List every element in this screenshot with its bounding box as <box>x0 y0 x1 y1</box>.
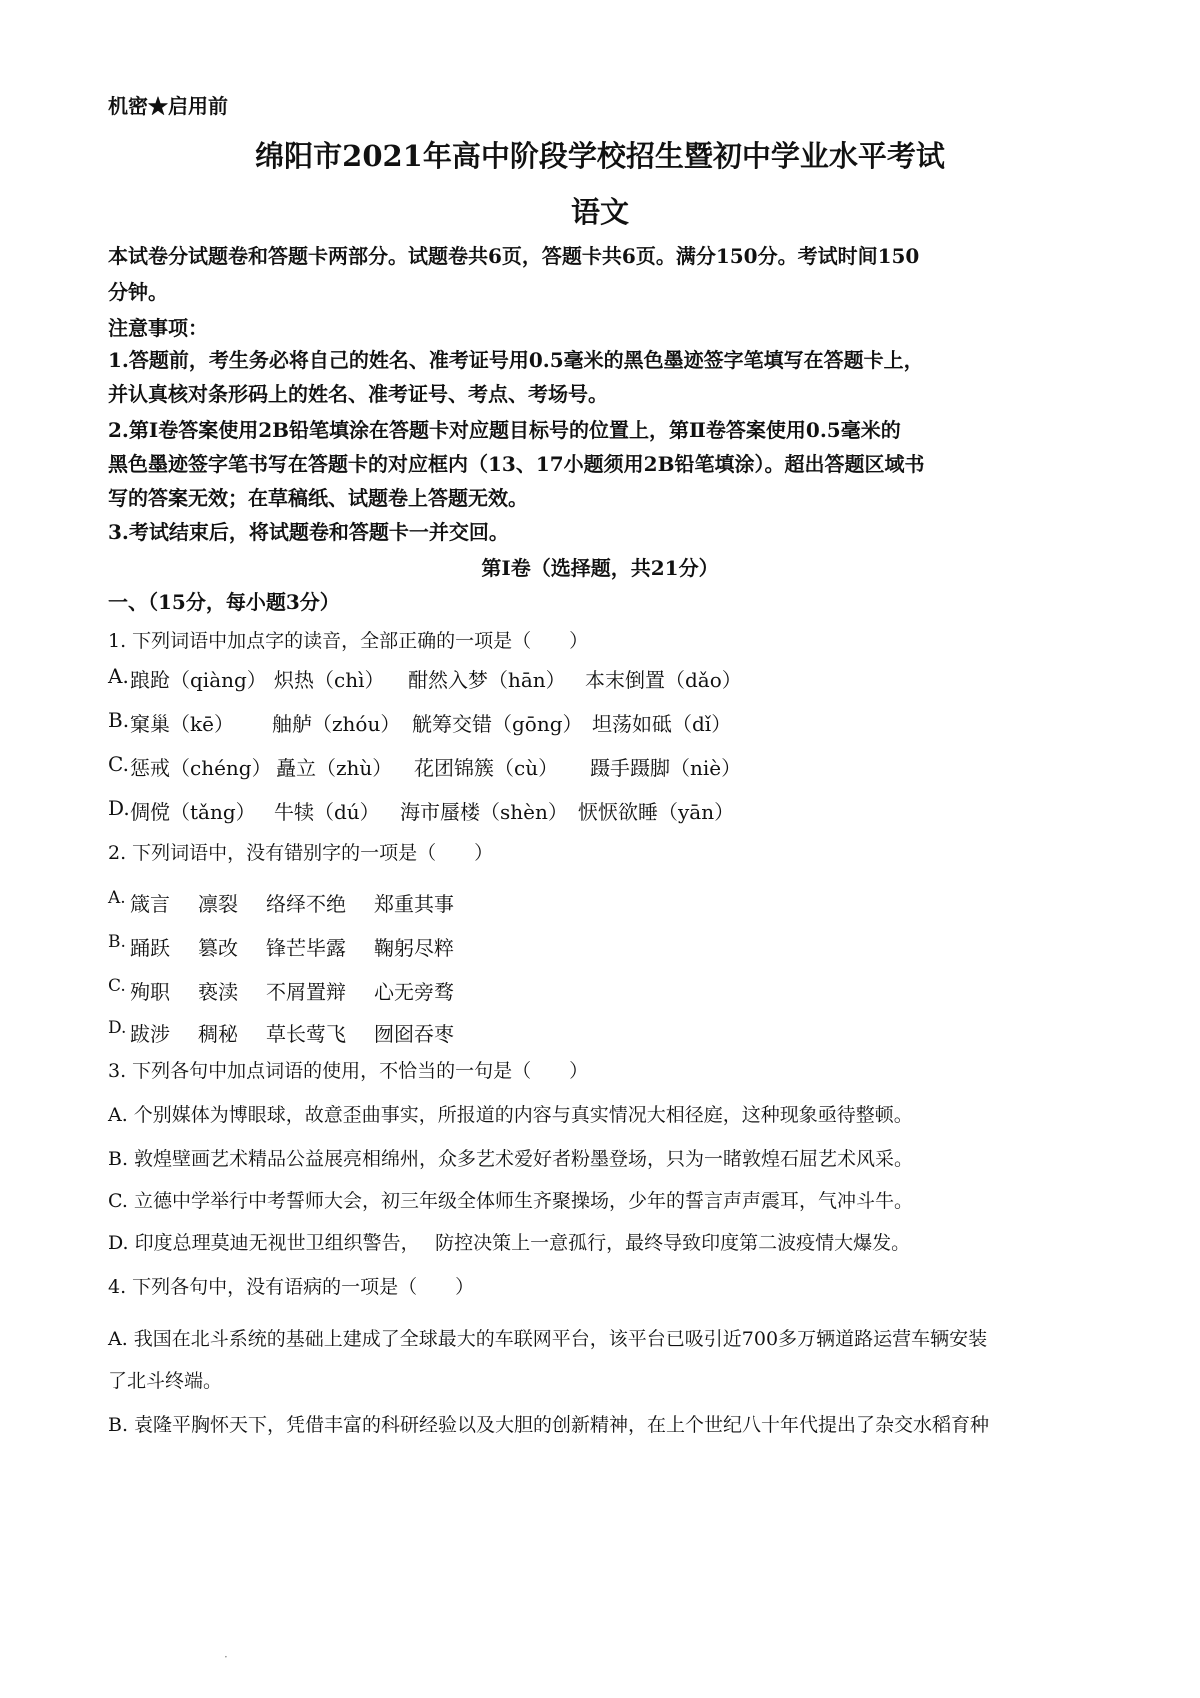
option-item: 海市蜃楼（shèn） <box>400 800 568 824</box>
option-label: B. <box>108 708 130 732</box>
q4-stem: 4. 下列各句中，没有语病的一项是（ ） <box>108 1276 475 1298</box>
option-item: 草长莺飞 <box>266 1022 346 1046</box>
option-item: 惩戒（chéng） <box>130 756 272 780</box>
option-item: 舳舻（zhóu） <box>272 712 401 736</box>
option-item: 矗立（zhù） <box>276 756 393 780</box>
note-2-line-1: 2.第Ⅰ卷答案使用2B铅笔填涂在答题卡对应题目标号的位置上，第Ⅱ卷答案使用0.5毫米的 <box>108 418 901 442</box>
option-item: 锋芒毕露 <box>266 936 346 960</box>
option-item: 恹恹欲睡（yān） <box>578 800 735 824</box>
q3-option-b: B. 敦煌壁画艺术精品公益展亮相绵州，众多艺术爱好者粉墨登场，只为一睹敦煌石屈艺术风采。 <box>108 1148 914 1170</box>
section-1-heading: 一、（15分，每小题3分） <box>108 590 340 614</box>
q3-stem: 3. 下列各句中加点词语的使用，不恰当的一句是（ ） <box>108 1060 589 1082</box>
option-label: D. <box>108 1018 127 1038</box>
option-item: 络绎不绝 <box>266 892 346 916</box>
q4-option-a-line-1: A. 我国在北斗系统的基础上建成了全球最大的车联网平台，该平台已吸引近700多万辆道路运营车辆安装 <box>108 1328 988 1350</box>
option-item: 不屑置辩 <box>266 980 346 1004</box>
option-item: 郑重其事 <box>374 892 454 916</box>
notes-heading: 注意事项： <box>108 316 208 340</box>
q3-option-c: C. 立德中学举行中考誓师大会，初三年级全体师生齐聚操场，少年的誓言声声震耳，气冲斗牛。 <box>108 1190 913 1212</box>
option-item: 觥筹交错（gōng） <box>412 712 583 736</box>
option-item: 亵渎 <box>198 980 238 1004</box>
option-item: 凛裂 <box>198 892 238 916</box>
option-label: D. <box>108 796 130 820</box>
option-item: 坦荡如砥（dǐ） <box>592 712 732 736</box>
footer-mark: · <box>224 1650 228 1664</box>
option-item: 花团锦簇（cù） <box>414 756 559 780</box>
option-item: 心无旁骛 <box>374 980 454 1004</box>
q4-option-b-line-1: B. 袁隆平胸怀天下，凭借丰富的科研经验以及大胆的创新精神，在上个世纪八十年代提出了杂交水稻育种 <box>108 1414 990 1436</box>
option-item: 稠秘 <box>198 1022 238 1046</box>
option-label: A. <box>108 888 126 908</box>
q2-stem: 2. 下列词语中，没有错别字的一项是（ ） <box>108 842 494 864</box>
option-item: 牛犊（dú） <box>274 800 380 824</box>
note-1-line-1: 1.答题前，考生务必将自己的姓名、准考证号用0.5毫米的黑色墨迹签字笔填写在答题卡上， <box>108 348 924 372</box>
note-2-line-2: 黑色墨迹签字笔书写在答题卡的对应框内（13、17小题须用2B铅笔填涂）。超出答题区域书 <box>108 452 925 476</box>
q4-option-a-line-2: 了北斗终端。 <box>108 1370 223 1392</box>
exam-title: 绵阳市2021年高中阶段学校招生暨初中学业水平考试 <box>255 139 945 173</box>
secret-label: 机密★启用前 <box>108 94 228 118</box>
intro-line-1: 本试卷分试题卷和答题卡两部分。试题卷共6页，答题卡共6页。满分150分。考试时间150 <box>108 244 920 268</box>
option-label: C. <box>108 752 129 776</box>
option-item: 踉跄（qiàng） <box>130 668 267 692</box>
option-label: B. <box>108 932 126 952</box>
option-item: 酣然入梦（hān） <box>408 668 566 692</box>
note-1-line-2: 并认真核对条形码上的姓名、准考证号、考点、考场号。 <box>108 382 608 406</box>
subject-title: 语文 <box>570 195 629 229</box>
part-1-heading: 第Ⅰ卷（选择题，共21分） <box>481 556 719 580</box>
option-item: 倜傥（tǎng） <box>130 800 256 824</box>
option-item: 殉职 <box>130 980 170 1004</box>
option-item: 篡改 <box>198 936 238 960</box>
intro-line-2: 分钟。 <box>108 280 168 304</box>
option-item: 鞠躬尽粹 <box>374 936 454 960</box>
option-item: 囫囵吞枣 <box>374 1022 454 1046</box>
option-item: 本末倒置（dǎo） <box>585 668 742 692</box>
option-item: 蹑手蹑脚（niè） <box>590 756 742 780</box>
note-3: 3.考试结束后，将试题卷和答题卡一并交回。 <box>108 520 509 544</box>
option-item: 炽热（chì） <box>274 668 385 692</box>
option-item: 踊跃 <box>130 936 170 960</box>
option-item: 窠巢（kē） <box>130 712 234 736</box>
note-2-line-3: 写的答案无效；在草稿纸、试题卷上答题无效。 <box>108 486 528 510</box>
q3-option-d: D. 印度总理莫迪无视世卫组织警告， 防控决策上一意孤行，最终导致印度第二波疫情大爆发。 <box>108 1232 911 1254</box>
q1-stem: 1. 下列词语中加点字的读音，全部正确的一项是（ ） <box>108 630 589 652</box>
option-label: C. <box>108 976 126 996</box>
option-item: 箴言 <box>130 892 170 916</box>
option-item: 跋涉 <box>130 1022 170 1046</box>
option-label: A. <box>108 664 129 688</box>
q3-option-a: A. 个别媒体为博眼球，故意歪曲事实，所报道的内容与真实情况大相径庭，这种现象亟待整顿。 <box>108 1104 913 1126</box>
